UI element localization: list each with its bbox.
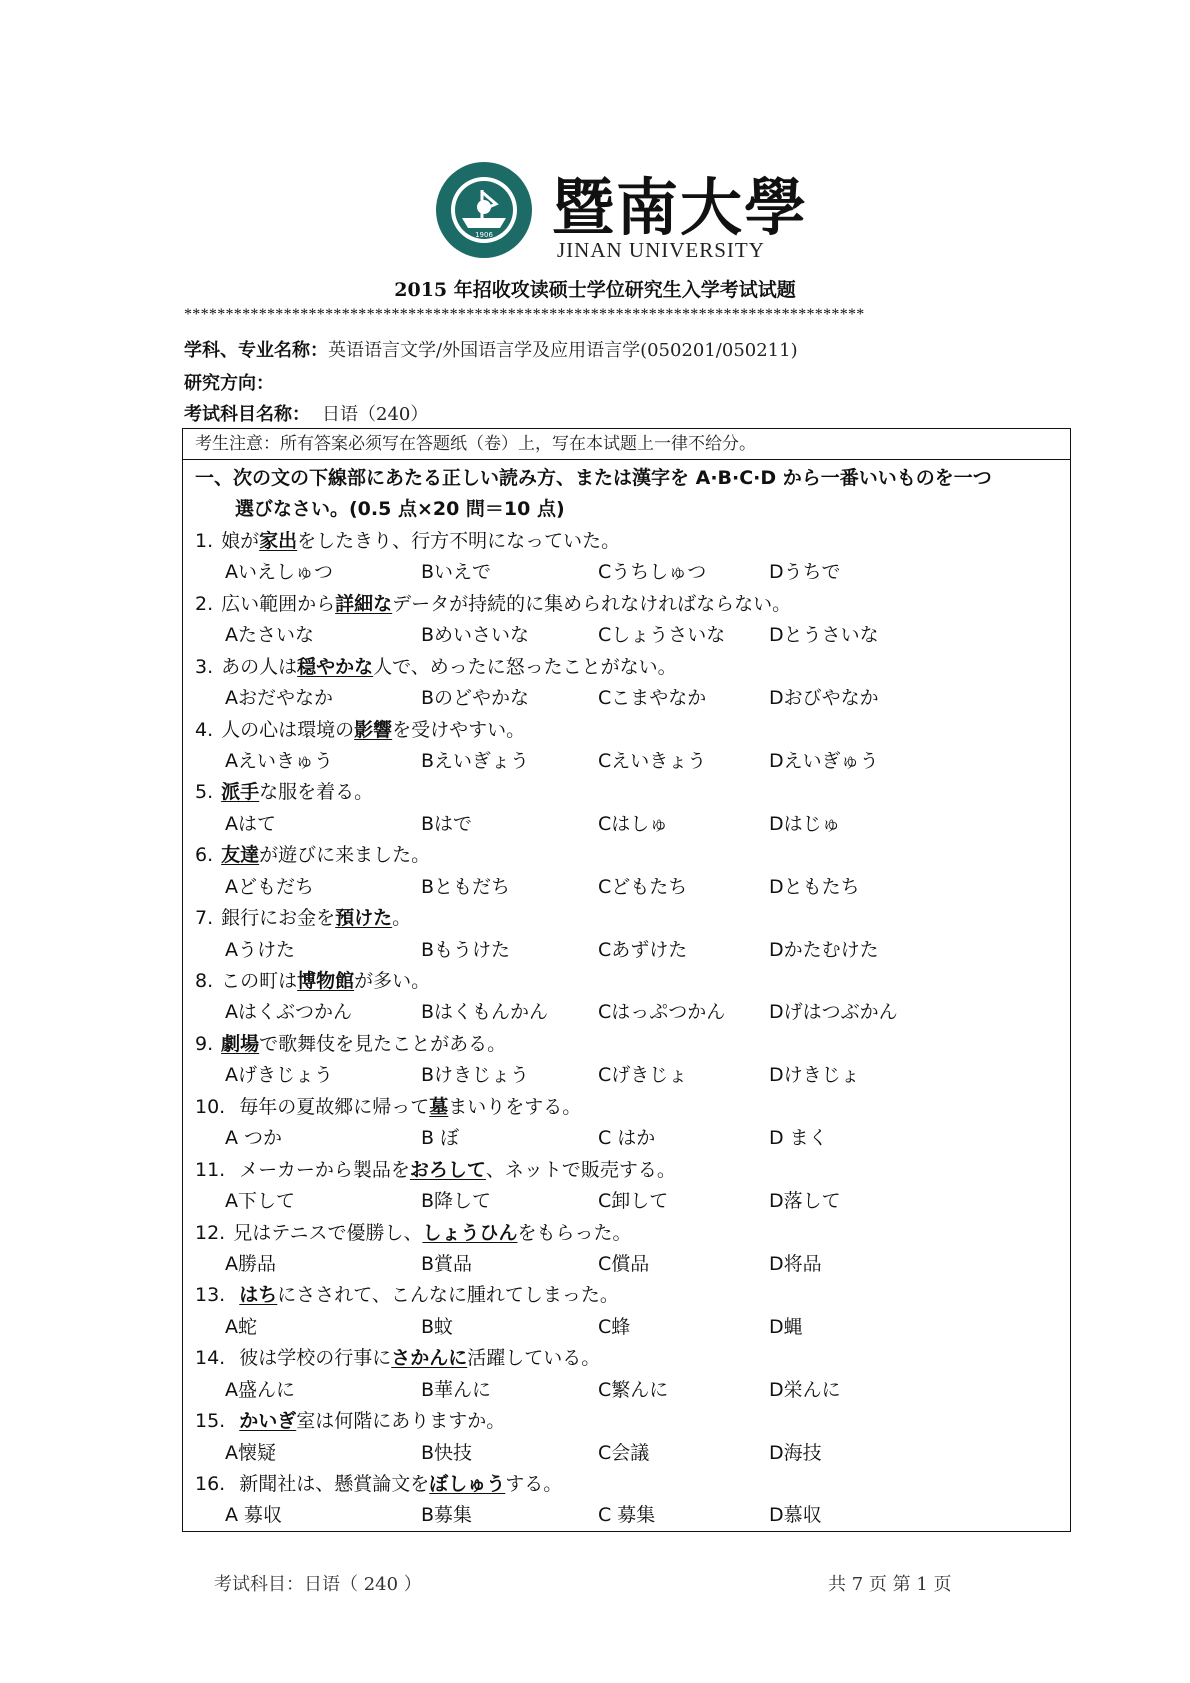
question-options	[195, 872, 1062, 903]
question-options	[195, 746, 1062, 777]
question-number: 7.	[195, 907, 214, 930]
question-stem	[195, 1155, 1062, 1186]
option-b: B降して	[421, 1190, 492, 1213]
option-b: Bえいぎょう	[421, 749, 530, 772]
question-options	[195, 997, 1062, 1028]
question-underlined: 影響	[354, 718, 393, 741]
option-c: Cはっぷつかん	[598, 1001, 726, 1024]
option-c: C蜂	[598, 1315, 631, 1338]
question-options	[195, 1312, 1062, 1343]
question-text-after: 、ネットで販売する。	[485, 1158, 676, 1181]
question-text-after: する。	[505, 1473, 563, 1495]
option-c: Cえいきょう	[598, 749, 707, 772]
question-number: 13.	[195, 1284, 226, 1307]
question-options	[195, 1186, 1062, 1217]
question-underlined: 預けた	[335, 907, 393, 930]
question-text-before: メーカーから製品を	[233, 1158, 410, 1181]
question-text-before: 銀行にお金を	[221, 907, 336, 930]
footer-subject: 考试科目：日语（ 240 ）	[214, 1574, 422, 1595]
question-text-after: で歌舞伎を見たことがある。	[259, 1032, 507, 1055]
option-d: Dとうさいな	[769, 624, 879, 647]
direction-label: 研究方向：	[184, 373, 274, 394]
option-a: Aどもだち	[225, 875, 314, 898]
question-underlined: 穏やかな	[297, 655, 374, 678]
question-stem	[195, 526, 1062, 557]
option-a: A蛇	[225, 1315, 257, 1338]
question-options	[195, 935, 1062, 966]
option-d: D栄んに	[769, 1378, 841, 1401]
question-text-after: が多い。	[354, 970, 431, 992]
question-stem	[195, 777, 1062, 808]
question-underlined: しょうひん	[422, 1221, 518, 1244]
question-options	[195, 620, 1062, 651]
option-c: C償品	[598, 1252, 650, 1275]
exam-title: 2015 年招收攻读硕士学位研究生入学考试试题	[394, 279, 796, 301]
option-d: Dおびやなか	[769, 687, 879, 710]
question-text-before: 広い範囲から	[221, 592, 336, 615]
question-text-after: が遊びに来ました。	[259, 844, 431, 867]
option-c: C繁んに	[598, 1378, 669, 1401]
option-d: Dうちで	[769, 561, 841, 584]
option-b: Bめいさいな	[421, 624, 530, 647]
option-b: Bいえで	[421, 561, 492, 584]
question-number: 14.	[195, 1347, 226, 1370]
question-underlined: おろして	[409, 1158, 486, 1181]
asterisk-divider: **********************************************************************************	[184, 306, 865, 323]
question-text-after: 人で、めったに怒ったことがない。	[373, 655, 677, 678]
question-text-before: 娘が	[221, 529, 260, 552]
question-number: 5.	[195, 781, 214, 804]
option-c: Cしょうさいな	[598, 624, 726, 647]
major-value: 英语语言文学/外国语言学及应用语言学(050201/050211)	[328, 340, 798, 361]
subject-label: 考试科目名称：	[184, 404, 310, 425]
question-stem	[195, 840, 1062, 871]
question-number: 8.	[195, 970, 214, 992]
question-underlined: 劇場	[221, 1032, 260, 1055]
section-heading-cont: 選びなさい。(0.5 点×20 問＝10 点)	[235, 498, 565, 521]
option-a: A懐疑	[225, 1441, 276, 1464]
option-a: A盛んに	[225, 1378, 295, 1401]
option-b: Bはで	[421, 812, 473, 835]
question-stem	[195, 1280, 1062, 1311]
option-d: Dけきじょ	[769, 1064, 860, 1087]
question-underlined: はち	[239, 1284, 278, 1307]
option-a: A下して	[225, 1190, 295, 1213]
option-a: Aいえしゅつ	[225, 561, 333, 584]
question-options	[195, 1249, 1062, 1280]
question-options	[195, 1375, 1062, 1406]
option-d: Dはじゅ	[769, 812, 841, 835]
question-underlined: かいぎ	[239, 1410, 297, 1433]
option-b: B募集	[421, 1504, 473, 1527]
question-text-after: 室は何階にありますか。	[296, 1410, 506, 1433]
question-stem	[195, 1218, 1062, 1249]
option-a: Aげきじょう	[225, 1064, 333, 1087]
option-d: Dともたち	[769, 875, 860, 898]
question-text-after: な服を着る。	[259, 781, 374, 804]
question-text-before: この町は	[221, 970, 298, 992]
question-options	[195, 1500, 1062, 1531]
subject-value: 日语（240）	[322, 404, 429, 425]
option-c: Cこまやなか	[598, 687, 707, 710]
university-seal-logo	[434, 160, 534, 260]
question-text-after: 。	[392, 907, 412, 930]
question-options	[195, 1438, 1062, 1469]
option-a: A 募収	[225, 1504, 283, 1527]
question-options	[195, 1123, 1062, 1154]
option-a: Aおだやなか	[225, 687, 333, 710]
option-a: A つか	[225, 1127, 283, 1150]
question-underlined: 家出	[259, 529, 298, 552]
question-list	[195, 463, 1062, 1532]
question-options	[195, 809, 1062, 840]
option-b: Bもうけた	[421, 938, 511, 961]
question-stem	[195, 1092, 1062, 1123]
option-b: Bはくもんかん	[421, 1001, 549, 1024]
question-stem	[195, 589, 1062, 620]
question-underlined: 墓	[429, 1095, 449, 1118]
question-stem	[195, 715, 1062, 746]
question-text-after: をもらった。	[517, 1221, 632, 1244]
question-text-before: 新聞社は、懸賞論文を	[233, 1473, 430, 1495]
question-number: 4.	[195, 718, 214, 741]
question-underlined: 友達	[221, 844, 260, 867]
option-c: C会議	[598, 1441, 650, 1464]
option-b: B蚊	[421, 1315, 454, 1338]
question-number: 10.	[195, 1095, 226, 1118]
candidate-notice: 考生注意：所有答案必须写在答题纸（卷）上，写在本试题上一律不给分。	[183, 429, 1070, 460]
option-a: Aうけた	[225, 938, 295, 961]
question-number: 16.	[195, 1473, 226, 1495]
option-d: Dげはつぶかん	[769, 1001, 898, 1024]
option-b: Bともだち	[421, 875, 511, 898]
option-b: Bのどやかな	[421, 687, 530, 710]
question-underlined: 博物館	[297, 970, 355, 992]
option-d: D落して	[769, 1190, 841, 1213]
major-label: 学科、专业名称：	[184, 340, 328, 361]
option-c: Cあずけた	[598, 938, 688, 961]
option-c: Cうちしゅつ	[598, 561, 707, 584]
question-stem	[195, 1029, 1062, 1060]
question-text-before: 彼は学校の行事に	[233, 1347, 392, 1370]
option-d: Dえいぎゅう	[769, 749, 879, 772]
question-stem	[195, 966, 1062, 997]
question-text-before: あの人は	[221, 655, 298, 678]
question-stem	[195, 1343, 1062, 1374]
question-number: 9.	[195, 1032, 214, 1055]
question-text-after: 活躍している。	[467, 1347, 601, 1370]
question-text-after: をしたきり、行方不明になっていた。	[297, 529, 621, 552]
question-underlined: ぼしゅう	[429, 1473, 506, 1495]
option-b: B快技	[421, 1441, 473, 1464]
svg-text:1906: 1906	[475, 231, 493, 239]
question-number: 1.	[195, 529, 214, 552]
question-text-before: 兄はテニスで優勝し、	[233, 1221, 423, 1244]
option-d: D将品	[769, 1252, 822, 1275]
question-text-after: まいりをする。	[448, 1095, 582, 1118]
option-b: B ぼ	[421, 1127, 460, 1150]
question-text-before: 人の心は環境の	[221, 718, 355, 741]
option-a: Aはくぶつかん	[225, 1001, 352, 1024]
question-options	[195, 683, 1062, 714]
option-d: D蝿	[769, 1315, 803, 1338]
logo-chinese-name: 暨南大學	[552, 171, 809, 244]
option-c: C 募集	[598, 1504, 656, 1527]
section-heading: 一、次の文の下線部にあたる正しい読み方、または漢字を A·B·C·D から一番いいものを一つ	[195, 467, 992, 489]
option-a: Aたさいな	[225, 624, 314, 647]
footer-page-count: 共 7 页 第 1 页	[828, 1574, 952, 1595]
question-box	[182, 428, 1071, 1532]
option-c: Cげきじょ	[598, 1064, 688, 1087]
question-stem	[195, 903, 1062, 934]
question-stem	[195, 1406, 1062, 1437]
option-c: Cはしゅ	[598, 812, 669, 835]
option-a: Aはて	[225, 812, 276, 835]
option-a: Aえいきゅう	[225, 749, 333, 772]
logo-english-name: JINAN UNIVERSITY	[557, 238, 765, 262]
option-d: D まく	[769, 1127, 828, 1150]
question-options	[195, 557, 1062, 588]
question-number: 3.	[195, 655, 214, 678]
major-line	[184, 336, 798, 362]
question-underlined: 派手	[221, 781, 260, 804]
question-number: 15.	[195, 1410, 226, 1433]
question-number: 12.	[195, 1221, 226, 1244]
question-options	[195, 1060, 1062, 1091]
option-d: D慕収	[769, 1504, 822, 1527]
option-d: D海技	[769, 1441, 822, 1464]
question-number: 11.	[195, 1158, 226, 1181]
option-d: Dかたむけた	[769, 938, 879, 961]
question-stem	[195, 1469, 1062, 1500]
option-b: Bけきじょう	[421, 1064, 530, 1087]
option-b: B賞品	[421, 1252, 473, 1275]
question-underlined: 詳細な	[335, 592, 393, 615]
question-underlined: さかんに	[391, 1347, 468, 1370]
option-a: A勝品	[225, 1252, 276, 1275]
option-c: Cどもたち	[598, 875, 688, 898]
question-text-before: 毎年の夏故郷に帰って	[233, 1095, 430, 1118]
question-number: 2.	[195, 592, 214, 615]
question-text-after: にさされて、こんなに腫れてしまった。	[277, 1284, 619, 1307]
question-number: 6.	[195, 844, 214, 867]
direction-line	[184, 369, 274, 395]
option-b: B華んに	[421, 1378, 492, 1401]
subject-line	[184, 400, 428, 426]
question-text-after: を受けやすい。	[392, 718, 526, 741]
question-text-after: データが持続的に集められなければならない。	[392, 592, 792, 615]
option-c: C卸して	[598, 1190, 669, 1213]
option-c: C はか	[598, 1127, 656, 1150]
question-stem	[195, 652, 1062, 683]
